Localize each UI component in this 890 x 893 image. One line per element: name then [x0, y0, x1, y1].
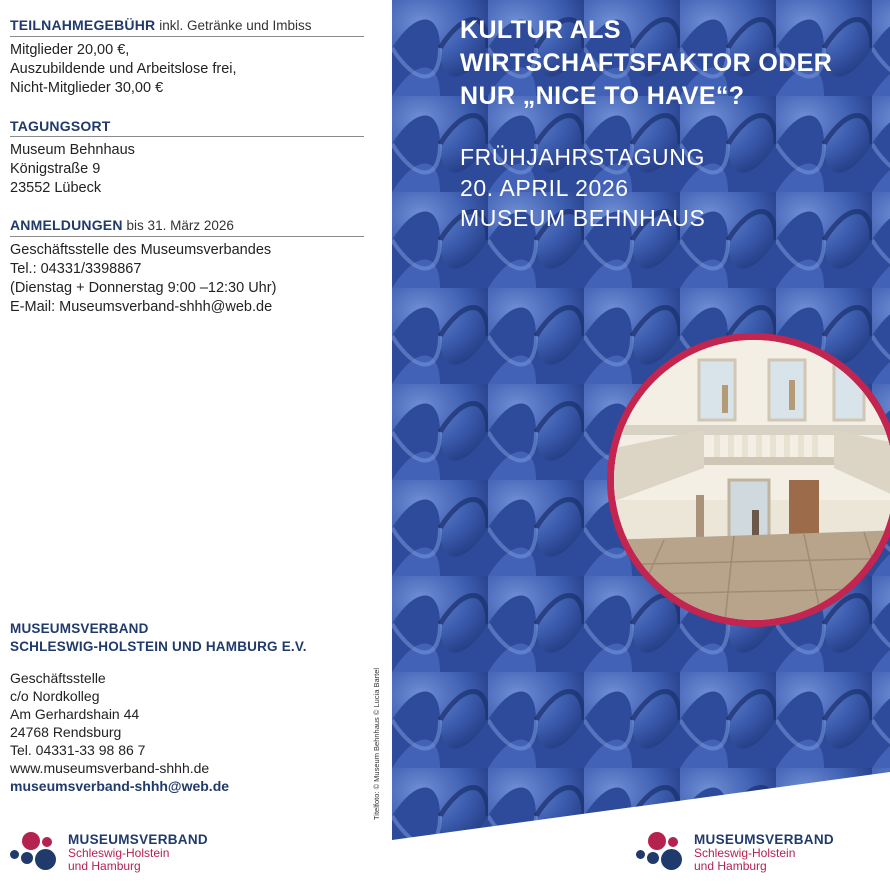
organization-line: c/o Nordkolleg [10, 688, 100, 704]
registration-line: (Dienstag + Donnerstag 9:00 –12:30 Uhr) [10, 280, 277, 296]
event-info [460, 142, 880, 234]
registration-line: Geschäftsstelle des Museumsverbandes [10, 242, 272, 258]
organization-line: Geschäftsstelle [10, 670, 106, 686]
logo-dots-icon [634, 830, 692, 874]
venue-line: Museum Behnhaus [10, 142, 135, 158]
event-date: 20. APRIL 2026 [460, 174, 629, 201]
organization-line: 24768 Rendsburg [10, 724, 122, 740]
cover-title-line: NUR „NICE TO HAVE“? [460, 82, 745, 110]
event-venue: MUSEUM BEHNHAUS [460, 205, 706, 231]
organization-block [10, 620, 364, 795]
organization-website[interactable]: www.museumsverband-shhh.de [10, 760, 210, 776]
logo-region-2: und Hamburg [694, 858, 767, 873]
registration-section [10, 216, 364, 317]
fee-heading-note: inkl. Getränke und Imbiss [159, 18, 312, 33]
museumsverband-logo [8, 830, 208, 874]
cover-title-line: WIRTSCHAFTSFAKTOR ODER [460, 49, 833, 77]
organization-email[interactable]: museumsverband-shhh@web.de [10, 778, 230, 794]
logo-region-1: Schleswig-Holstein [68, 845, 170, 860]
registration-email[interactable]: E-Mail: Museumsverband-shhh@web.de [10, 299, 273, 315]
fee-section [10, 16, 364, 98]
fee-line: Mitglieder 20,00 €, [10, 42, 130, 58]
fee-line: Nicht-Mitglieder 30,00 € [10, 80, 164, 96]
cover-title-line: KULTUR ALS [460, 16, 621, 44]
registration-line: Tel.: 04331/3398867 [10, 261, 142, 277]
registration-heading-note: bis 31. März 2026 [126, 218, 234, 233]
event-name: FRÜHJAHRSTAGUNG [460, 144, 705, 170]
organization-title-2: SCHLESWIG-HOLSTEIN UND HAMBURG E.V. [10, 639, 307, 654]
fee-heading: TEILNAHMEGEBÜHR [10, 17, 156, 33]
organization-line: Am Gerhardshain 44 [10, 706, 140, 722]
museum-hall-photo [604, 330, 890, 630]
venue-line: 23552 Lübeck [10, 180, 102, 196]
logo-dots-icon [8, 830, 66, 874]
logo-region-1: Schleswig-Holstein [694, 845, 796, 860]
cover-logo [634, 830, 834, 874]
cover-title [460, 14, 880, 113]
photo-credit: Titelfoto: © Museum Behnhaus © Lucia Bartel [372, 667, 381, 820]
logo-name: MUSEUMSVERBAND [68, 831, 208, 847]
fee-line: Auszubildende und Arbeitslose frei, [10, 61, 237, 77]
venue-line: Königstraße 9 [10, 161, 101, 177]
registration-heading-row [10, 216, 364, 237]
venue-section [10, 117, 364, 198]
organization-phone: Tel. 04331-33 98 86 7 [10, 742, 146, 758]
cover-panel [392, 0, 890, 893]
registration-heading: ANMELDUNGEN [10, 217, 123, 233]
venue-heading-row [10, 117, 364, 137]
logo-region-2: und Hamburg [68, 858, 141, 873]
info-panel [0, 0, 368, 893]
venue-heading: TAGUNGSORT [10, 118, 111, 134]
organization-title: MUSEUMSVERBAND [10, 621, 149, 636]
fee-heading-row [10, 16, 364, 37]
logo-name: MUSEUMSVERBAND [694, 831, 834, 847]
